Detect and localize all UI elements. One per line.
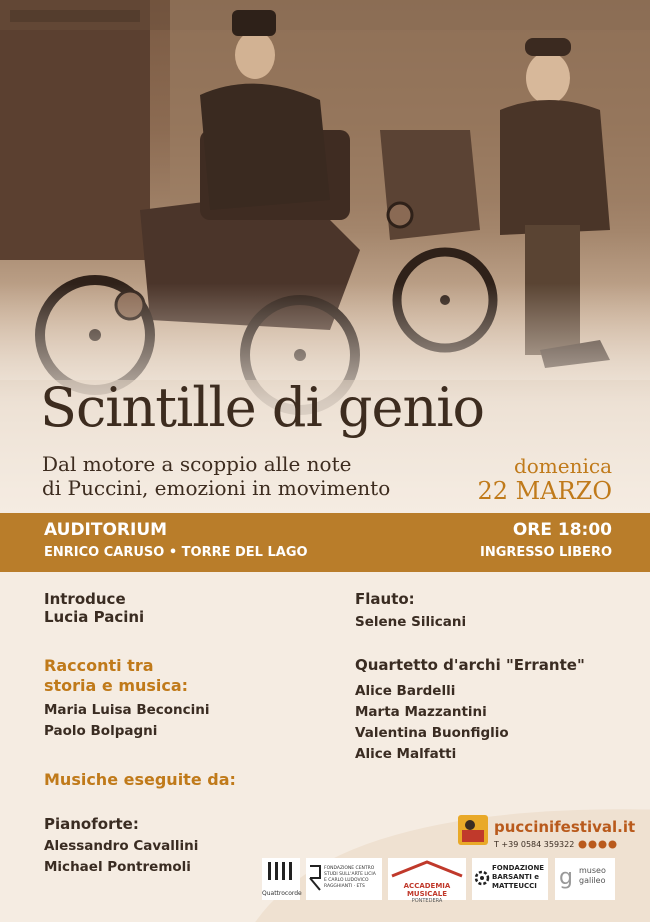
- flauto-name: Selene Silicani: [355, 614, 467, 630]
- subtitle-line-1: Dal motore a scoppio alle note: [42, 452, 352, 476]
- quartet-name: Marta Mazzantini: [355, 704, 487, 720]
- barsanti-text: [492, 864, 544, 891]
- poster-title: Scintille di genio: [40, 376, 485, 439]
- accademia-sub-text: PONTEDERA: [411, 898, 443, 904]
- piano-name: Alessandro Cavallini: [44, 838, 199, 854]
- racconti-name: Maria Luisa Beconcini: [44, 702, 210, 718]
- festival-phone: T +39 0584 359322: [494, 840, 575, 849]
- barsanti-line-2: BARSANTI e: [492, 873, 540, 881]
- quattrocorde-mark-icon: [262, 858, 300, 886]
- instagram-icon: [589, 841, 597, 849]
- museo-line-2: galileo: [579, 876, 606, 885]
- racconti-heading-2: storia e musica:: [44, 676, 189, 695]
- accademia-musicale-logo: [388, 858, 466, 904]
- fondazione-ragghianti-logo: [306, 858, 382, 900]
- barsanti-line-1: FONDAZIONE: [492, 864, 545, 872]
- festival-url[interactable]: puccinifestival.it: [494, 818, 636, 836]
- intro-name: Lucia Pacini: [44, 608, 145, 626]
- event-time: ORE 18:00: [512, 520, 612, 540]
- piano-name: Michael Pontremoli: [44, 859, 191, 875]
- piano-label: Pianoforte:: [44, 815, 139, 833]
- museo-line-1: museo: [579, 866, 606, 875]
- fondazione-barsanti-logo: [472, 858, 548, 900]
- gear-icon: [474, 870, 490, 886]
- quattrocorde-logo: [262, 858, 300, 900]
- accademia-text: ACCADEMIA MUSICALE: [403, 882, 451, 898]
- barsanti-line-3: MATTEUCCI: [492, 882, 537, 890]
- ragghianti-mark-icon: [308, 864, 322, 892]
- whatsapp-icon: [609, 841, 617, 849]
- intro-label: Introduce: [44, 590, 126, 608]
- museo-galileo-mark-icon: [557, 864, 577, 892]
- event-date: 22 MARZO: [477, 477, 612, 505]
- youtube-icon: [599, 841, 607, 849]
- subtitle-line-2: di Puccini, emozioni in movimento: [42, 476, 391, 500]
- quattrocorde-text: Quattrocorde: [262, 890, 302, 897]
- museo-galileo-logo: [555, 858, 615, 900]
- social-icons: [578, 840, 618, 849]
- ragghianti-text: FONDAZIONE CENTRO STUDI SULL'ARTE LICIA E CARLO LUDOVICO RAGGHIANTI · ETS: [324, 866, 376, 889]
- venue-band: [0, 513, 650, 572]
- musiche-heading: Musiche eseguite da:: [44, 770, 236, 789]
- flauto-label: Flauto:: [355, 590, 415, 608]
- puccini-festival-logo-icon: [458, 815, 488, 845]
- racconti-name: Paolo Bolpagni: [44, 723, 158, 739]
- quartet-name: Alice Bardelli: [355, 683, 456, 699]
- museo-galileo-text: [579, 866, 606, 886]
- event-day: domenica: [513, 454, 612, 478]
- racconti-heading-1: Racconti tra: [44, 656, 154, 675]
- quartet-name: Alice Malfatti: [355, 746, 457, 762]
- svg-text:g: g: [559, 865, 573, 890]
- venue-name: AUDITORIUM: [44, 520, 168, 540]
- venue-detail: ENRICO CARUSO • TORRE DEL LAGO: [44, 545, 308, 560]
- poster-subtitle: [42, 452, 462, 500]
- accademia-roof-icon: [388, 858, 466, 878]
- entry-info: INGRESSO LIBERO: [480, 545, 612, 560]
- facebook-icon: [579, 841, 587, 849]
- quartet-name: Valentina Buonfiglio: [355, 725, 509, 741]
- quartet-label: Quartetto d'archi "Errante": [355, 656, 585, 674]
